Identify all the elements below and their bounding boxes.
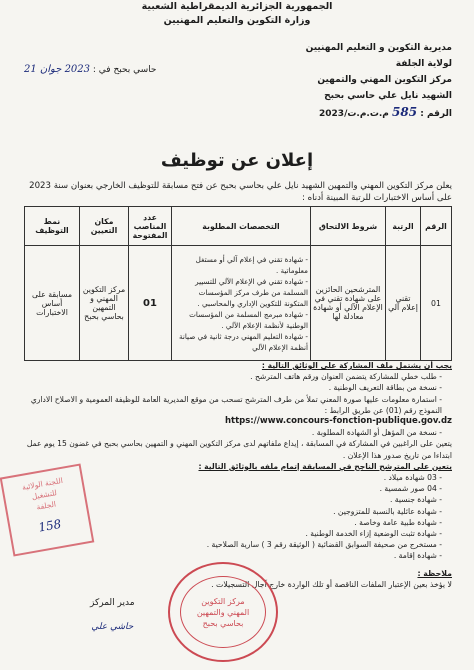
documents-label: يجب أن يشتمل ملف المشاركة على الوثائق التالية : xyxy=(261,361,452,370)
stamp-line: مركز التكوين xyxy=(201,596,245,606)
row-location: مركز التكوين المهني و التمهين بحاسي بحبح xyxy=(80,246,129,361)
ref-number: 585 xyxy=(392,105,418,119)
deposit-paragraph: يتعين على الراغبين في المشاركة في المسابقة ، إيداع ملفاتهم لدى مركز التكوين المهني و التمهين بحاسي بحبح في غضون 15 يوم عمل ابتداءا من تاريخ صدور هذا الإعلان . xyxy=(26,439,452,460)
row-grade: تقني إعلام آلي xyxy=(386,246,421,361)
list-item: - نسخة من المؤهل أو الشهادة المطلوبة . xyxy=(24,427,442,438)
row-conditions: المترشحين الحائزين على شهادة تقني في الإعلام الآلي أو شهادة معادلة لها xyxy=(311,246,386,361)
intro-paragraph: يعلن مركز التكوين المهني والتمهين الشهيد نايل علي بحاسي بحبح عن فتح مسابقة للتوظيف الخارجي بعنوان سنة 2023 على أساس الاختبارات للرتبة المبينة أدناه : xyxy=(29,181,452,203)
list-item: - شهادة طبية عامة وخاصة . xyxy=(24,517,442,528)
table-header-row xyxy=(25,207,452,246)
list-item: - 04 صور شمسية . xyxy=(24,483,442,494)
specialty-item: - شهادة التعليم المهني درجة ثانية في صيانة أنظمة الإعلام الآلي xyxy=(174,331,308,353)
list-item: - شهادة جنسية . xyxy=(24,494,442,505)
ref-label: الرقم : xyxy=(420,109,452,119)
specialty-item: - شهادة تقني في الإعلام الآلي للتسيير المسلمة من طرف مركز المؤسسات المتكونة للتكوين الإداري والمحاسبي . xyxy=(174,276,308,309)
stamp-line: المهني والتمهين xyxy=(196,607,250,617)
stamp-inner xyxy=(180,576,266,648)
issuer-block xyxy=(306,40,452,122)
ref-suffix: م.ت.م.ت/2023 xyxy=(319,109,389,119)
stamp-line: للتشغيل xyxy=(31,488,58,502)
signature-block xyxy=(90,598,135,632)
row-specialties xyxy=(172,246,311,361)
official-round-stamp xyxy=(168,562,278,662)
ministry-name: وزارة التكوين والتعليم المهنيين xyxy=(163,15,311,26)
form-link[interactable]: https://www.concours-fonction-publique.gov.dz xyxy=(224,416,452,427)
col-location: مكان التعيين xyxy=(80,207,129,246)
list-item: - نسخة من بطاقة التعريف الوطنية . xyxy=(24,382,442,393)
reference-line xyxy=(306,104,452,122)
list-item: - مستخرج من صحيفة السوابق القضائية ( الوثيقة رقم 3 ) سارية الصلاحية . xyxy=(24,539,442,550)
col-mode: نمط التوظيف xyxy=(25,207,80,246)
stamp-line: اللجنة الولائية xyxy=(21,475,64,492)
document-header xyxy=(0,0,474,28)
stamp-line: الجلفة xyxy=(35,499,57,512)
director-signature: حاشي علي xyxy=(91,622,134,632)
list-item: - 03 شهادة ميلاد . xyxy=(24,472,442,483)
final-docs-label: يتعين على المترشح الناجح في المسابقة إتمام ملفه بالوثائق التالية : xyxy=(198,461,452,471)
handwritten-date: 2023 جوان 21 xyxy=(24,64,91,75)
specialty-item: - شهادة تقني في إعلام آلي أو مستغل معلوماتية . xyxy=(174,254,308,276)
notes-text: لا يؤخذ بعين الإعتبار الملفات الناقصة أو تلك الواردة خارج آجال التسجيلات . xyxy=(211,580,452,589)
center-name: الشهيد نايل علي حاسي بحبح xyxy=(324,91,452,101)
list-item: - استمارة معلومات عليها صورة المعني تملأ من طرف المترشح تسحب من موقع المديرية العامة للوظيفة العمومية و الاصلاح الاداري النموذج رقم (01) عن طريق الرابط : xyxy=(24,394,442,416)
documents-list-cont xyxy=(24,427,452,438)
wilaya: لولاية الجلفة xyxy=(395,59,452,69)
col-specialties: التخصصات المطلوبة xyxy=(172,207,311,246)
specialty-item: - شهادة مبرمج المسلمة من المؤسسات الوطنية لأنظمة الإعلام الآلي . xyxy=(174,309,308,331)
list-item: - طلب خطي للمشاركة يتضمن العنوان ورقم هاتف المترشح . xyxy=(24,371,442,382)
col-positions: عدد المناصب المفتوحة xyxy=(129,207,172,246)
col-conditions: شروط الالتحاق xyxy=(311,207,386,246)
row-num: 01 xyxy=(421,246,452,361)
center: مركز التكوين المهني والتمهين xyxy=(317,75,452,85)
col-grade: الرتبة xyxy=(386,207,421,246)
republic-name: الجمهورية الجزائرية الديمقراطية الشعبية xyxy=(141,1,333,12)
documents-list xyxy=(24,371,452,416)
directorate: مديرية التكوين و التعليم المهنيين xyxy=(305,43,452,53)
table-row xyxy=(25,246,452,361)
list-item: - شهادة تثبت الوضعية إزاء الخدمة الوطنية . xyxy=(24,528,442,539)
row-positions: 01 xyxy=(129,246,172,361)
stamp-line: بحاسي بحبح xyxy=(202,618,244,628)
place-label: حاسي بحبح في : xyxy=(92,65,157,75)
director-title: مدير المركز xyxy=(90,598,135,608)
col-num: الرقم xyxy=(421,207,452,246)
list-item: - شهادة إقامة . xyxy=(24,550,442,561)
notes-label: ملاحظة : xyxy=(417,569,452,578)
row-mode: مسابقة على أساس الاختبارات xyxy=(25,246,80,361)
stamp-number: 158 xyxy=(37,516,63,535)
page-title: إعلان عن توظيف xyxy=(160,150,314,171)
date-block xyxy=(24,64,157,75)
registration-stamp xyxy=(0,463,94,556)
positions-table xyxy=(24,206,452,361)
list-item: - شهادة عائلية بالنسبة للمتزوجين . xyxy=(24,506,442,517)
